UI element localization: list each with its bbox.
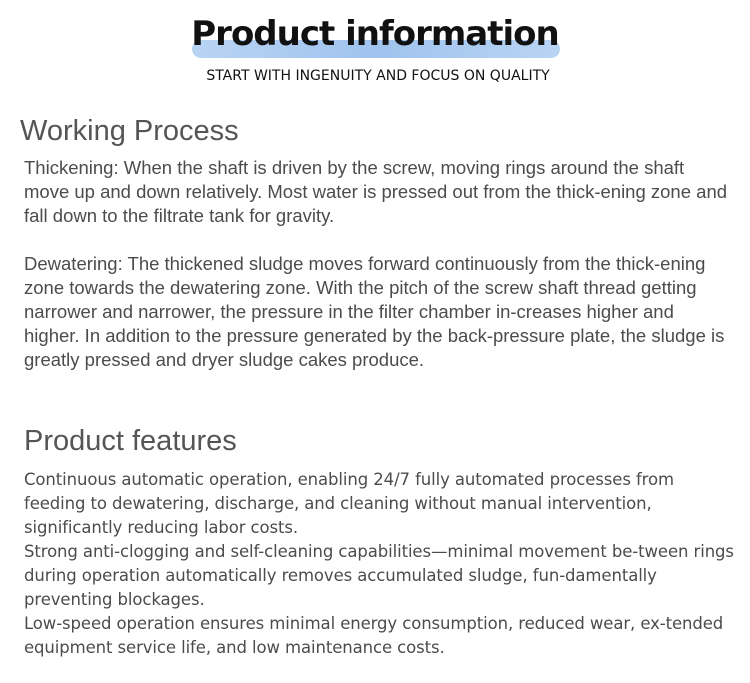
feature-item-automatic: Continuous automatic operation, enabling 24/7 fully automated processes from feeding to dewatering, discharge, and cleaning without manual intervention, significantly reducing labor costs. [24,470,674,537]
thickening-paragraph: Thickening: When the shaft is driven by the screw, moving rings around the shaft move up and down relatively. Most water is pressed out from the thick-ening zone and fall down to the filtrate tank for gravity. [24,157,728,226]
feature-item-anti-clogging: Strong anti-clogging and self-cleaning capabilities—minimal movement be-tween rings during operation automatically removes accumulated sludge, fun-damentally preventing blockages. [24,542,734,609]
feature-item-low-speed: Low-speed operation ensures minimal energy consumption, reduced wear, ex-tended equipment service life, and low maintenance costs. [24,614,724,657]
page-header [0,0,750,100]
dewatering-paragraph: Dewatering: The thickened sludge moves forward continuously from the thick-ening zone towards the dewatering zone. With the pitch of the screw shaft thread getting narrower and narrower, the pressure in the filter chamber in-creases higher and higher. In addition to the pressure generated by the back-pressure plate, the sludge is greatly pressed and dryer sludge cakes produce. [24,253,725,370]
working-process-heading: Working Process [20,115,239,147]
features-list [24,468,734,660]
page-subtitle: START WITH INGENUITY AND FOCUS ON QUALITY [206,68,550,84]
page-title: Product information [191,14,559,54]
product-features-heading: Product features [24,425,237,457]
